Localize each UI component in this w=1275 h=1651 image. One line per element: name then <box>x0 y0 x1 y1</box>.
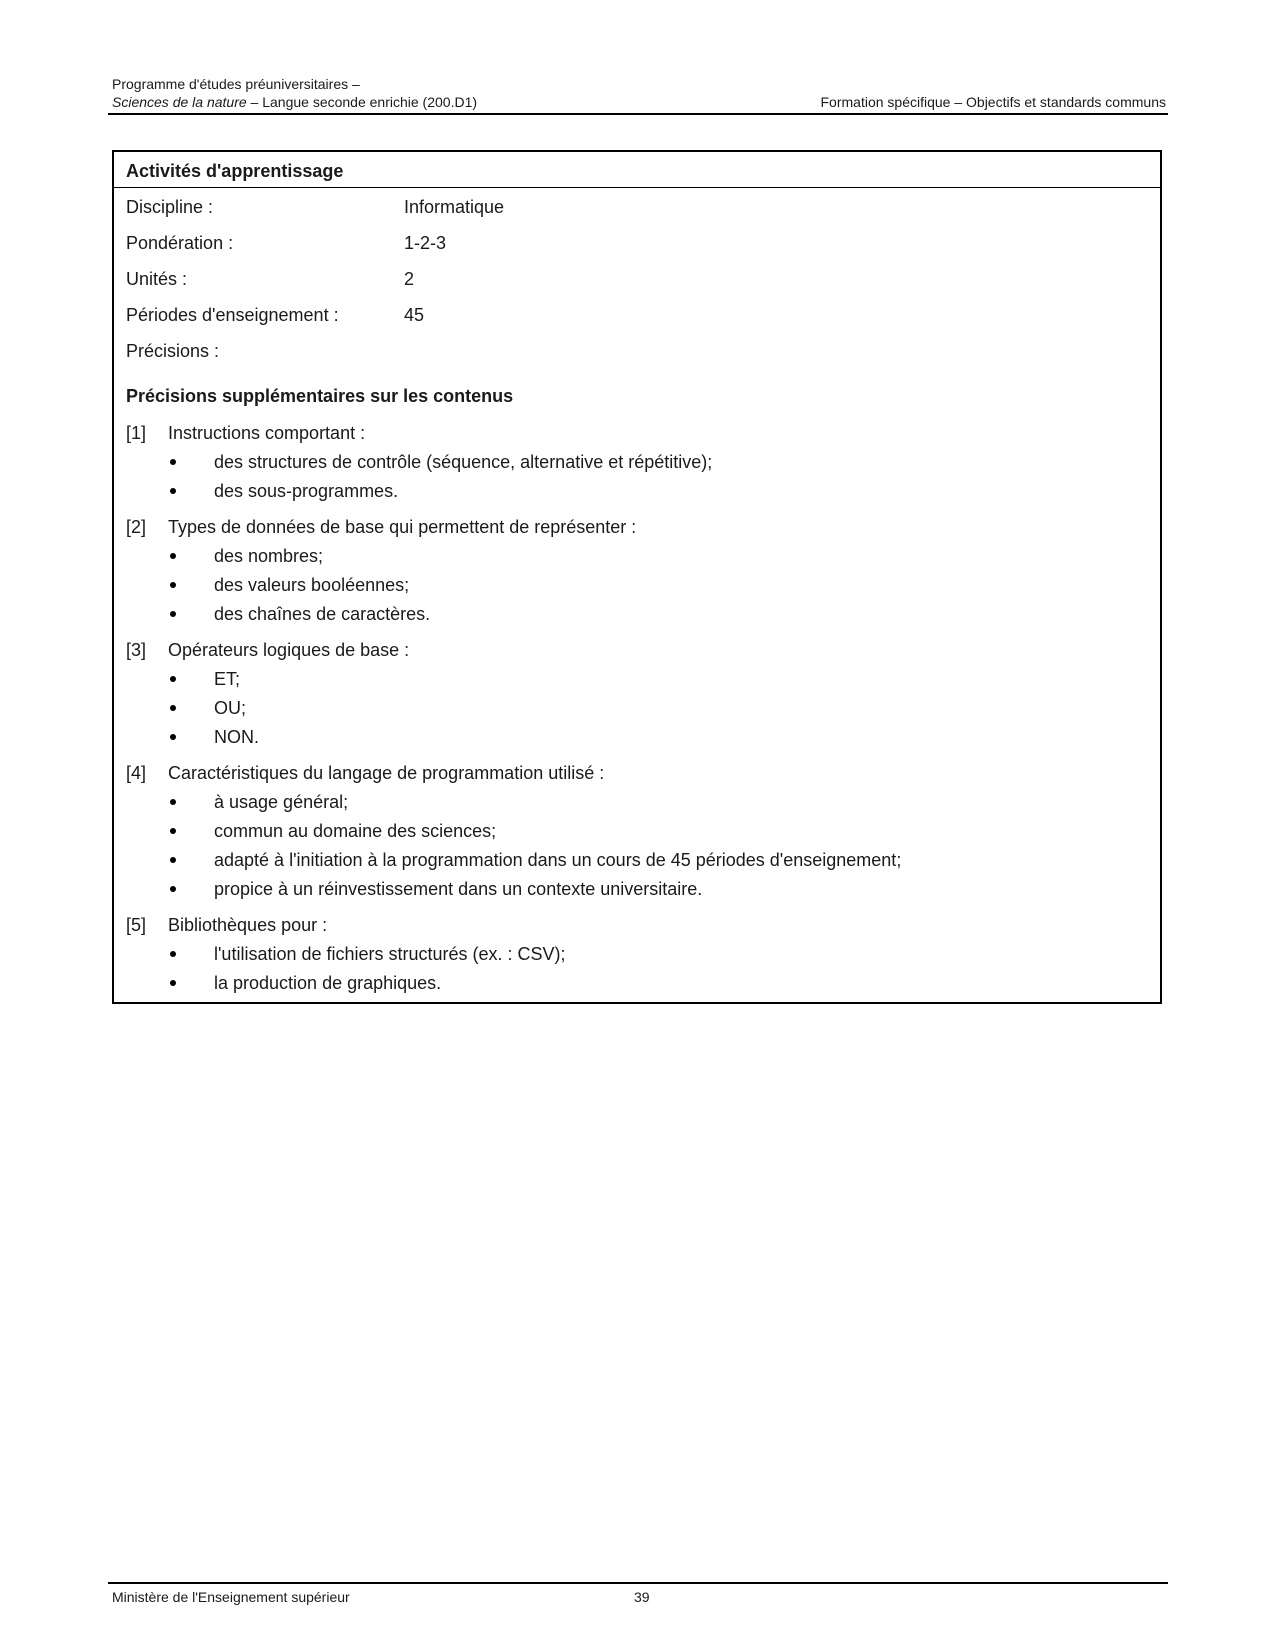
bullet-icon <box>170 582 176 588</box>
group-label: Types de données de base qui permettent de représenter : <box>168 517 637 537</box>
bullet-icon <box>170 980 176 986</box>
info-label: Périodes d'enseignement : <box>126 305 339 325</box>
list-item-text: des chaînes de caractères. <box>214 604 431 624</box>
list-item-text: des sous-programmes. <box>214 481 399 501</box>
info-value: Informatique <box>404 197 505 217</box>
list-item-text: des nombres; <box>214 546 324 566</box>
header-section-title: Formation spécifique – Objectifs et standards communs <box>820 94 1166 110</box>
info-value: 1-2-3 <box>404 233 447 253</box>
group-label: Bibliothèques pour : <box>168 915 328 935</box>
bullet-icon <box>170 611 176 617</box>
info-label: Discipline : <box>126 197 214 217</box>
info-label: Unités : <box>126 269 188 289</box>
list-item-text: des structures de contrôle (séquence, alternative et répétitive); <box>214 452 713 472</box>
group-number: [3] <box>126 640 147 660</box>
header-program-name: Sciences de la nature <box>112 94 247 110</box>
list-item-text: la production de graphiques. <box>214 973 442 993</box>
group-label: Opérateurs logiques de base : <box>168 640 410 660</box>
list-item-text: des valeurs booléennes; <box>214 575 410 595</box>
footer-divider <box>108 1582 1168 1584</box>
list-item-text: adapté à l'initiation à la programmation dans un cours de 45 périodes d'enseignement; <box>214 850 902 870</box>
list-item-text: OU; <box>214 698 247 718</box>
info-label: Pondération : <box>126 233 234 253</box>
bullet-icon <box>170 553 176 559</box>
bullet-icon <box>170 951 176 957</box>
bullet-icon <box>170 857 176 863</box>
bullet-icon <box>170 705 176 711</box>
list-item-text: à usage général; <box>214 792 349 812</box>
activities-box <box>112 150 1162 1004</box>
page-header <box>112 76 1166 110</box>
bullet-icon <box>170 676 176 682</box>
header-program-suffix: – Langue seconde enrichie (200.D1) <box>246 94 478 110</box>
info-value: 45 <box>404 305 425 325</box>
bullet-icon <box>170 828 176 834</box>
group-number: [1] <box>126 423 147 443</box>
header-program-name-line <box>112 94 477 110</box>
bullet-icon <box>170 886 176 892</box>
group-label: Caractéristiques du langage de programmation utilisé : <box>168 763 605 783</box>
list-item-text: commun au domaine des sciences; <box>214 821 497 841</box>
list-item-text: l'utilisation de fichiers structurés (ex. : CSV); <box>214 944 566 964</box>
group-number: [5] <box>126 915 147 935</box>
bullet-icon <box>170 799 176 805</box>
group-number: [4] <box>126 763 147 783</box>
info-value: 2 <box>404 269 415 289</box>
list-item-text: NON. <box>214 727 259 747</box>
info-label: Précisions : <box>126 341 220 361</box>
bullet-icon <box>170 488 176 494</box>
footer-ministry: Ministère de l'Enseignement supérieur <box>112 1589 350 1605</box>
details-title: Précisions supplémentaires sur les contenus <box>126 386 514 406</box>
list-item-text: ET; <box>214 669 241 689</box>
group-number: [2] <box>126 517 147 537</box>
bullet-icon <box>170 734 176 740</box>
activities-title: Activités d'apprentissage <box>126 161 344 181</box>
header-program-line: Programme d'études préuniversitaires – <box>112 76 360 92</box>
page-number: 39 <box>634 1589 650 1605</box>
bullet-icon <box>170 459 176 465</box>
activities-title-divider <box>114 187 1160 188</box>
list-item-text: propice à un réinvestissement dans un contexte universitaire. <box>214 879 703 899</box>
group-label: Instructions comportant : <box>168 423 366 443</box>
header-divider <box>108 113 1168 115</box>
